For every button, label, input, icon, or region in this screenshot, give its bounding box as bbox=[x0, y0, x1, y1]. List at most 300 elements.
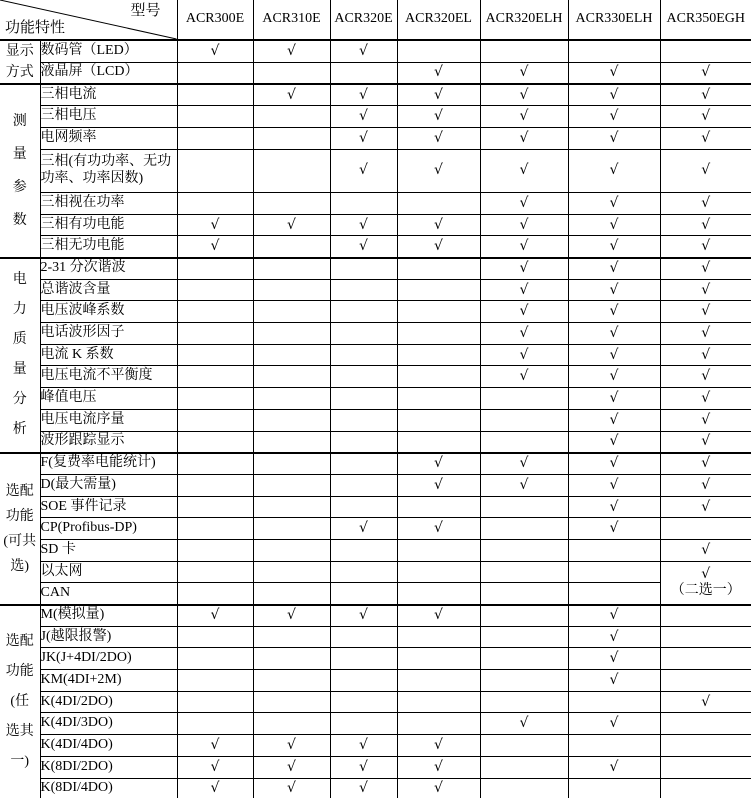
check-cell: √ bbox=[177, 40, 253, 62]
table-row bbox=[0, 192, 751, 214]
empty-cell bbox=[177, 344, 253, 366]
empty-cell bbox=[177, 539, 253, 561]
empty-cell bbox=[177, 713, 253, 735]
empty-cell bbox=[568, 691, 660, 713]
empty-cell bbox=[330, 388, 397, 410]
feature-name-cell: 2-31 分次谐波 bbox=[40, 258, 177, 280]
empty-cell bbox=[397, 323, 480, 345]
group-label-line: 选配 bbox=[5, 483, 34, 499]
empty-cell bbox=[330, 301, 397, 323]
group-label-line: 参 bbox=[12, 179, 27, 195]
check-cell: √ bbox=[480, 84, 568, 106]
check-cell: √ bbox=[568, 713, 660, 735]
empty-cell bbox=[253, 62, 330, 84]
empty-cell bbox=[177, 366, 253, 388]
empty-cell bbox=[397, 670, 480, 692]
group-label-line: 力 bbox=[12, 302, 27, 318]
check-cell: √ bbox=[568, 214, 660, 236]
empty-cell bbox=[253, 127, 330, 149]
check-cell: √ bbox=[480, 366, 568, 388]
check-cell: √ bbox=[330, 40, 397, 62]
empty-cell bbox=[177, 431, 253, 453]
check-cell: √ bbox=[660, 258, 751, 280]
empty-cell bbox=[330, 583, 397, 605]
check-cell: √ bbox=[177, 605, 253, 627]
table-row bbox=[0, 431, 751, 453]
feature-name-cell: CP(Profibus-DP) bbox=[40, 518, 177, 540]
check-cell: √ bbox=[397, 756, 480, 778]
table-row bbox=[0, 756, 751, 778]
empty-cell bbox=[660, 518, 751, 540]
feature-name-cell: 三相电流 bbox=[40, 84, 177, 106]
group-label-line: 选) bbox=[10, 558, 30, 574]
check-cell: √ bbox=[253, 735, 330, 757]
diagonal-header-cell bbox=[0, 0, 177, 40]
check-cell: √ bbox=[480, 323, 568, 345]
empty-cell bbox=[397, 409, 480, 431]
check-cell: √ bbox=[568, 431, 660, 453]
feature-name-cell: 电网频率 bbox=[40, 127, 177, 149]
empty-cell bbox=[253, 626, 330, 648]
check-cell: √ bbox=[330, 127, 397, 149]
feature-name-cell: F(复费率电能统计) bbox=[40, 453, 177, 475]
check-cell: √ bbox=[568, 626, 660, 648]
empty-cell bbox=[177, 388, 253, 410]
check-cell: √ bbox=[480, 192, 568, 214]
empty-cell bbox=[330, 279, 397, 301]
empty-cell bbox=[330, 539, 397, 561]
empty-cell bbox=[177, 127, 253, 149]
empty-cell bbox=[253, 344, 330, 366]
check-cell: √ bbox=[330, 106, 397, 128]
check-cell: √ bbox=[660, 388, 751, 410]
check-cell: √ bbox=[660, 474, 751, 496]
empty-cell bbox=[253, 496, 330, 518]
empty-cell bbox=[177, 670, 253, 692]
empty-cell bbox=[330, 670, 397, 692]
check-cell: √ bbox=[330, 735, 397, 757]
table-row bbox=[0, 214, 751, 236]
check-cell: √ bbox=[660, 127, 751, 149]
empty-cell bbox=[330, 474, 397, 496]
feature-name-cell: K(4DI/2DO) bbox=[40, 691, 177, 713]
table-row bbox=[0, 366, 751, 388]
group-label-line: (可共 bbox=[3, 533, 37, 549]
empty-cell bbox=[397, 366, 480, 388]
empty-cell bbox=[568, 583, 660, 605]
empty-cell bbox=[480, 691, 568, 713]
check-cell: √ bbox=[330, 84, 397, 106]
empty-cell bbox=[330, 496, 397, 518]
check-cell: √ bbox=[253, 605, 330, 627]
check-cell: √ bbox=[397, 605, 480, 627]
empty-cell bbox=[397, 192, 480, 214]
check-cell: √ bbox=[177, 778, 253, 798]
row-group-label bbox=[0, 605, 40, 798]
check-cell: √ bbox=[660, 192, 751, 214]
empty-cell bbox=[177, 518, 253, 540]
check-cell: √ bbox=[660, 62, 751, 84]
empty-cell bbox=[480, 496, 568, 518]
empty-cell bbox=[480, 431, 568, 453]
check-cell: √ bbox=[480, 106, 568, 128]
check-cell: √ bbox=[330, 605, 397, 627]
empty-cell bbox=[253, 236, 330, 258]
empty-cell bbox=[397, 258, 480, 280]
check-cell: √ bbox=[397, 453, 480, 475]
feature-name-cell: 峰值电压 bbox=[40, 388, 177, 410]
check-cell: √ bbox=[568, 670, 660, 692]
empty-cell bbox=[177, 496, 253, 518]
check-cell: √ bbox=[568, 518, 660, 540]
check-cell: √ bbox=[480, 713, 568, 735]
check-cell: √ bbox=[568, 62, 660, 84]
check-cell: √ bbox=[480, 301, 568, 323]
feature-name-cell: J(越限报警) bbox=[40, 626, 177, 648]
check-cell: √ bbox=[568, 366, 660, 388]
check-cell: √ bbox=[660, 344, 751, 366]
empty-cell bbox=[397, 713, 480, 735]
empty-cell bbox=[177, 301, 253, 323]
table-row bbox=[0, 236, 751, 258]
check-cell: √ bbox=[568, 149, 660, 192]
empty-cell bbox=[480, 561, 568, 583]
feature-name-cell: K(4DI/3DO) bbox=[40, 713, 177, 735]
model-header-acr350egh: ACR350EGH bbox=[660, 0, 751, 40]
check-cell: √ bbox=[568, 258, 660, 280]
table-row bbox=[0, 496, 751, 518]
feature-name-cell: 总谐波含量 bbox=[40, 279, 177, 301]
check-cell: √ bbox=[253, 84, 330, 106]
empty-cell bbox=[330, 648, 397, 670]
feature-name-cell: 数码管（LED） bbox=[40, 40, 177, 62]
empty-cell bbox=[177, 84, 253, 106]
model-header-acr300e: ACR300E bbox=[177, 0, 253, 40]
check-cell: √ bbox=[480, 149, 568, 192]
empty-cell bbox=[660, 670, 751, 692]
empty-cell bbox=[330, 409, 397, 431]
check-cell: √ bbox=[568, 106, 660, 128]
check-cell: √ bbox=[397, 62, 480, 84]
feature-name-cell: 三相电压 bbox=[40, 106, 177, 128]
empty-cell bbox=[480, 648, 568, 670]
feature-name-cell: SOE 事件记录 bbox=[40, 496, 177, 518]
table-row bbox=[0, 409, 751, 431]
empty-cell bbox=[177, 62, 253, 84]
check-cell: √ bbox=[480, 214, 568, 236]
empty-cell bbox=[253, 561, 330, 583]
check-cell: √ bbox=[253, 214, 330, 236]
check-cell: √ bbox=[397, 214, 480, 236]
table-row bbox=[0, 735, 751, 757]
table-row bbox=[0, 127, 751, 149]
empty-cell bbox=[253, 713, 330, 735]
check-cell: √ bbox=[660, 453, 751, 475]
table-row bbox=[0, 106, 751, 128]
table-row bbox=[0, 626, 751, 648]
empty-cell bbox=[177, 626, 253, 648]
check-cell: √ bbox=[568, 496, 660, 518]
check-cell: √ bbox=[397, 518, 480, 540]
group-label-line: 测 bbox=[12, 113, 27, 129]
check-cell: √ bbox=[480, 344, 568, 366]
empty-cell bbox=[660, 605, 751, 627]
group-label-line: 析 bbox=[12, 422, 27, 438]
table-row bbox=[0, 648, 751, 670]
table-row bbox=[0, 40, 751, 62]
check-cell: √ bbox=[480, 474, 568, 496]
empty-cell bbox=[177, 192, 253, 214]
empty-cell bbox=[253, 323, 330, 345]
empty-cell bbox=[253, 431, 330, 453]
empty-cell bbox=[253, 258, 330, 280]
empty-cell bbox=[177, 561, 253, 583]
check-cell: √ bbox=[480, 279, 568, 301]
group-label-line: 显示 bbox=[5, 44, 34, 59]
check-cell: √ bbox=[660, 539, 751, 561]
check-cell: √ bbox=[660, 691, 751, 713]
check-cell: √ bbox=[660, 496, 751, 518]
empty-cell bbox=[480, 756, 568, 778]
table-row bbox=[0, 518, 751, 540]
table-row bbox=[0, 670, 751, 692]
empty-cell bbox=[330, 626, 397, 648]
table-body bbox=[0, 40, 751, 798]
empty-cell bbox=[660, 713, 751, 735]
feature-name-cell: JK(J+4DI/2DO) bbox=[40, 648, 177, 670]
empty-cell bbox=[660, 40, 751, 62]
group-label-line: 一) bbox=[10, 754, 30, 770]
empty-cell bbox=[660, 778, 751, 798]
empty-cell bbox=[253, 106, 330, 128]
check-cell: √ bbox=[177, 756, 253, 778]
table-row bbox=[0, 344, 751, 366]
empty-cell bbox=[397, 388, 480, 410]
check-mark: √ bbox=[701, 565, 711, 582]
empty-cell bbox=[660, 648, 751, 670]
check-cell: √ bbox=[660, 409, 751, 431]
empty-cell bbox=[397, 561, 480, 583]
empty-cell bbox=[177, 323, 253, 345]
check-cell: √ bbox=[177, 735, 253, 757]
empty-cell bbox=[177, 149, 253, 192]
empty-cell bbox=[397, 539, 480, 561]
empty-cell bbox=[177, 409, 253, 431]
table-row bbox=[0, 605, 751, 627]
empty-cell bbox=[330, 691, 397, 713]
check-cell: √ bbox=[568, 301, 660, 323]
group-label-line: 功能 bbox=[5, 508, 34, 524]
model-header-acr320el: ACR320EL bbox=[397, 0, 480, 40]
feature-name-cell: 三相视在功率 bbox=[40, 192, 177, 214]
check-cell: √ bbox=[660, 431, 751, 453]
empty-cell bbox=[397, 344, 480, 366]
check-cell: √ bbox=[568, 344, 660, 366]
check-cell: √ bbox=[568, 323, 660, 345]
check-cell: √ bbox=[253, 778, 330, 798]
table-row bbox=[0, 301, 751, 323]
empty-cell bbox=[253, 409, 330, 431]
check-cell: √ bbox=[397, 106, 480, 128]
check-cell: √ bbox=[480, 258, 568, 280]
check-cell: √ bbox=[177, 214, 253, 236]
group-label-line: 质 bbox=[12, 332, 27, 348]
check-cell: √ bbox=[568, 192, 660, 214]
model-header-acr320e: ACR320E bbox=[330, 0, 397, 40]
empty-cell bbox=[177, 474, 253, 496]
check-cell: √ bbox=[480, 453, 568, 475]
empty-cell bbox=[480, 583, 568, 605]
empty-cell bbox=[253, 518, 330, 540]
table-row bbox=[0, 279, 751, 301]
group-label-line: 电 bbox=[12, 272, 27, 288]
check-cell: √ bbox=[397, 149, 480, 192]
group-label-line: 选其 bbox=[5, 724, 34, 740]
table-row bbox=[0, 539, 751, 561]
table-row bbox=[0, 62, 751, 84]
check-cell: √ bbox=[568, 648, 660, 670]
check-cell: √ bbox=[568, 409, 660, 431]
empty-cell bbox=[177, 691, 253, 713]
check-cell: √ bbox=[330, 236, 397, 258]
empty-cell bbox=[330, 344, 397, 366]
empty-cell bbox=[397, 691, 480, 713]
feature-name-cell: 电话波形因子 bbox=[40, 323, 177, 345]
empty-cell bbox=[253, 583, 330, 605]
empty-cell bbox=[330, 453, 397, 475]
check-cell: √ bbox=[480, 236, 568, 258]
empty-cell bbox=[253, 453, 330, 475]
group-label-line: 分 bbox=[12, 392, 27, 408]
empty-cell bbox=[568, 735, 660, 757]
feature-name-cell: 以太网 bbox=[40, 561, 177, 583]
check-cell: √ bbox=[253, 40, 330, 62]
empty-cell bbox=[397, 626, 480, 648]
feature-name-cell: 三相无功电能 bbox=[40, 236, 177, 258]
feature-name-cell: K(4DI/4DO) bbox=[40, 735, 177, 757]
empty-cell bbox=[397, 279, 480, 301]
check-cell: √ bbox=[660, 323, 751, 345]
empty-cell bbox=[330, 258, 397, 280]
feature-name-cell: 三相有功电能 bbox=[40, 214, 177, 236]
header-row bbox=[0, 0, 751, 40]
group-label-line: (任 bbox=[10, 694, 30, 710]
check-cell: √ bbox=[177, 236, 253, 258]
check-cell: √ bbox=[330, 778, 397, 798]
empty-cell bbox=[177, 583, 253, 605]
check-cell: √ bbox=[397, 778, 480, 798]
table-row bbox=[0, 474, 751, 496]
empty-cell bbox=[397, 301, 480, 323]
check-cell: √ bbox=[568, 127, 660, 149]
empty-cell bbox=[330, 366, 397, 388]
empty-cell bbox=[480, 539, 568, 561]
empty-cell bbox=[568, 40, 660, 62]
empty-cell bbox=[177, 279, 253, 301]
empty-cell bbox=[480, 735, 568, 757]
empty-cell bbox=[253, 149, 330, 192]
empty-cell bbox=[253, 279, 330, 301]
check-cell: √ bbox=[568, 453, 660, 475]
empty-cell bbox=[480, 409, 568, 431]
group-label-line: 方式 bbox=[5, 65, 34, 80]
feature-name-cell: 电流 K 系数 bbox=[40, 344, 177, 366]
check-cell: √ bbox=[330, 149, 397, 192]
empty-cell bbox=[253, 192, 330, 214]
empty-cell bbox=[660, 626, 751, 648]
check-cell: √ bbox=[568, 84, 660, 106]
row-group-label bbox=[0, 258, 40, 453]
empty-cell bbox=[480, 626, 568, 648]
group-label-line: 选配 bbox=[5, 634, 34, 650]
table-row bbox=[0, 778, 751, 798]
corner-feature-label: 功能特性 bbox=[5, 20, 66, 36]
row-group-label bbox=[0, 84, 40, 258]
table-row bbox=[0, 691, 751, 713]
empty-cell bbox=[397, 496, 480, 518]
check-cell: √ bbox=[253, 756, 330, 778]
check-cell: √ bbox=[568, 236, 660, 258]
empty-cell bbox=[397, 583, 480, 605]
check-cell: √ bbox=[660, 301, 751, 323]
feature-name-cell: M(模拟量) bbox=[40, 605, 177, 627]
table-row bbox=[0, 561, 751, 583]
empty-cell bbox=[480, 778, 568, 798]
check-cell: √ bbox=[480, 127, 568, 149]
feature-name-cell: SD 卡 bbox=[40, 539, 177, 561]
empty-cell bbox=[480, 388, 568, 410]
feature-name-cell: 液晶屏（LCD） bbox=[40, 62, 177, 84]
check-cell: √ bbox=[330, 518, 397, 540]
check-cell: √ bbox=[660, 84, 751, 106]
group-label-line: 量 bbox=[12, 146, 27, 162]
empty-cell bbox=[253, 648, 330, 670]
table-row bbox=[0, 149, 751, 192]
empty-cell bbox=[330, 62, 397, 84]
empty-cell bbox=[568, 539, 660, 561]
empty-cell bbox=[480, 40, 568, 62]
check-cell: √ bbox=[397, 236, 480, 258]
check-cell: √ bbox=[397, 474, 480, 496]
empty-cell bbox=[480, 670, 568, 692]
group-label-line: 功能 bbox=[5, 664, 34, 680]
row-group-label bbox=[0, 40, 40, 84]
empty-cell bbox=[660, 756, 751, 778]
feature-name-cell: 波形跟踪显示 bbox=[40, 431, 177, 453]
check-cell: √ bbox=[568, 279, 660, 301]
feature-name-cell: D(最大需量) bbox=[40, 474, 177, 496]
empty-cell bbox=[330, 561, 397, 583]
empty-cell bbox=[253, 474, 330, 496]
empty-cell bbox=[253, 366, 330, 388]
empty-cell bbox=[253, 539, 330, 561]
empty-cell bbox=[177, 648, 253, 670]
check-cell: √ bbox=[397, 127, 480, 149]
check-cell: √ bbox=[397, 84, 480, 106]
model-header-acr320elh: ACR320ELH bbox=[480, 0, 568, 40]
check-cell: √ bbox=[330, 756, 397, 778]
empty-cell bbox=[330, 713, 397, 735]
feature-name-cell: KM(4DI+2M) bbox=[40, 670, 177, 692]
empty-cell bbox=[330, 431, 397, 453]
feature-name-cell: CAN bbox=[40, 583, 177, 605]
check-cell: √ bbox=[660, 106, 751, 128]
table-row bbox=[0, 388, 751, 410]
empty-cell bbox=[660, 735, 751, 757]
empty-cell bbox=[177, 106, 253, 128]
empty-cell bbox=[480, 518, 568, 540]
model-header-acr310e: ACR310E bbox=[253, 0, 330, 40]
